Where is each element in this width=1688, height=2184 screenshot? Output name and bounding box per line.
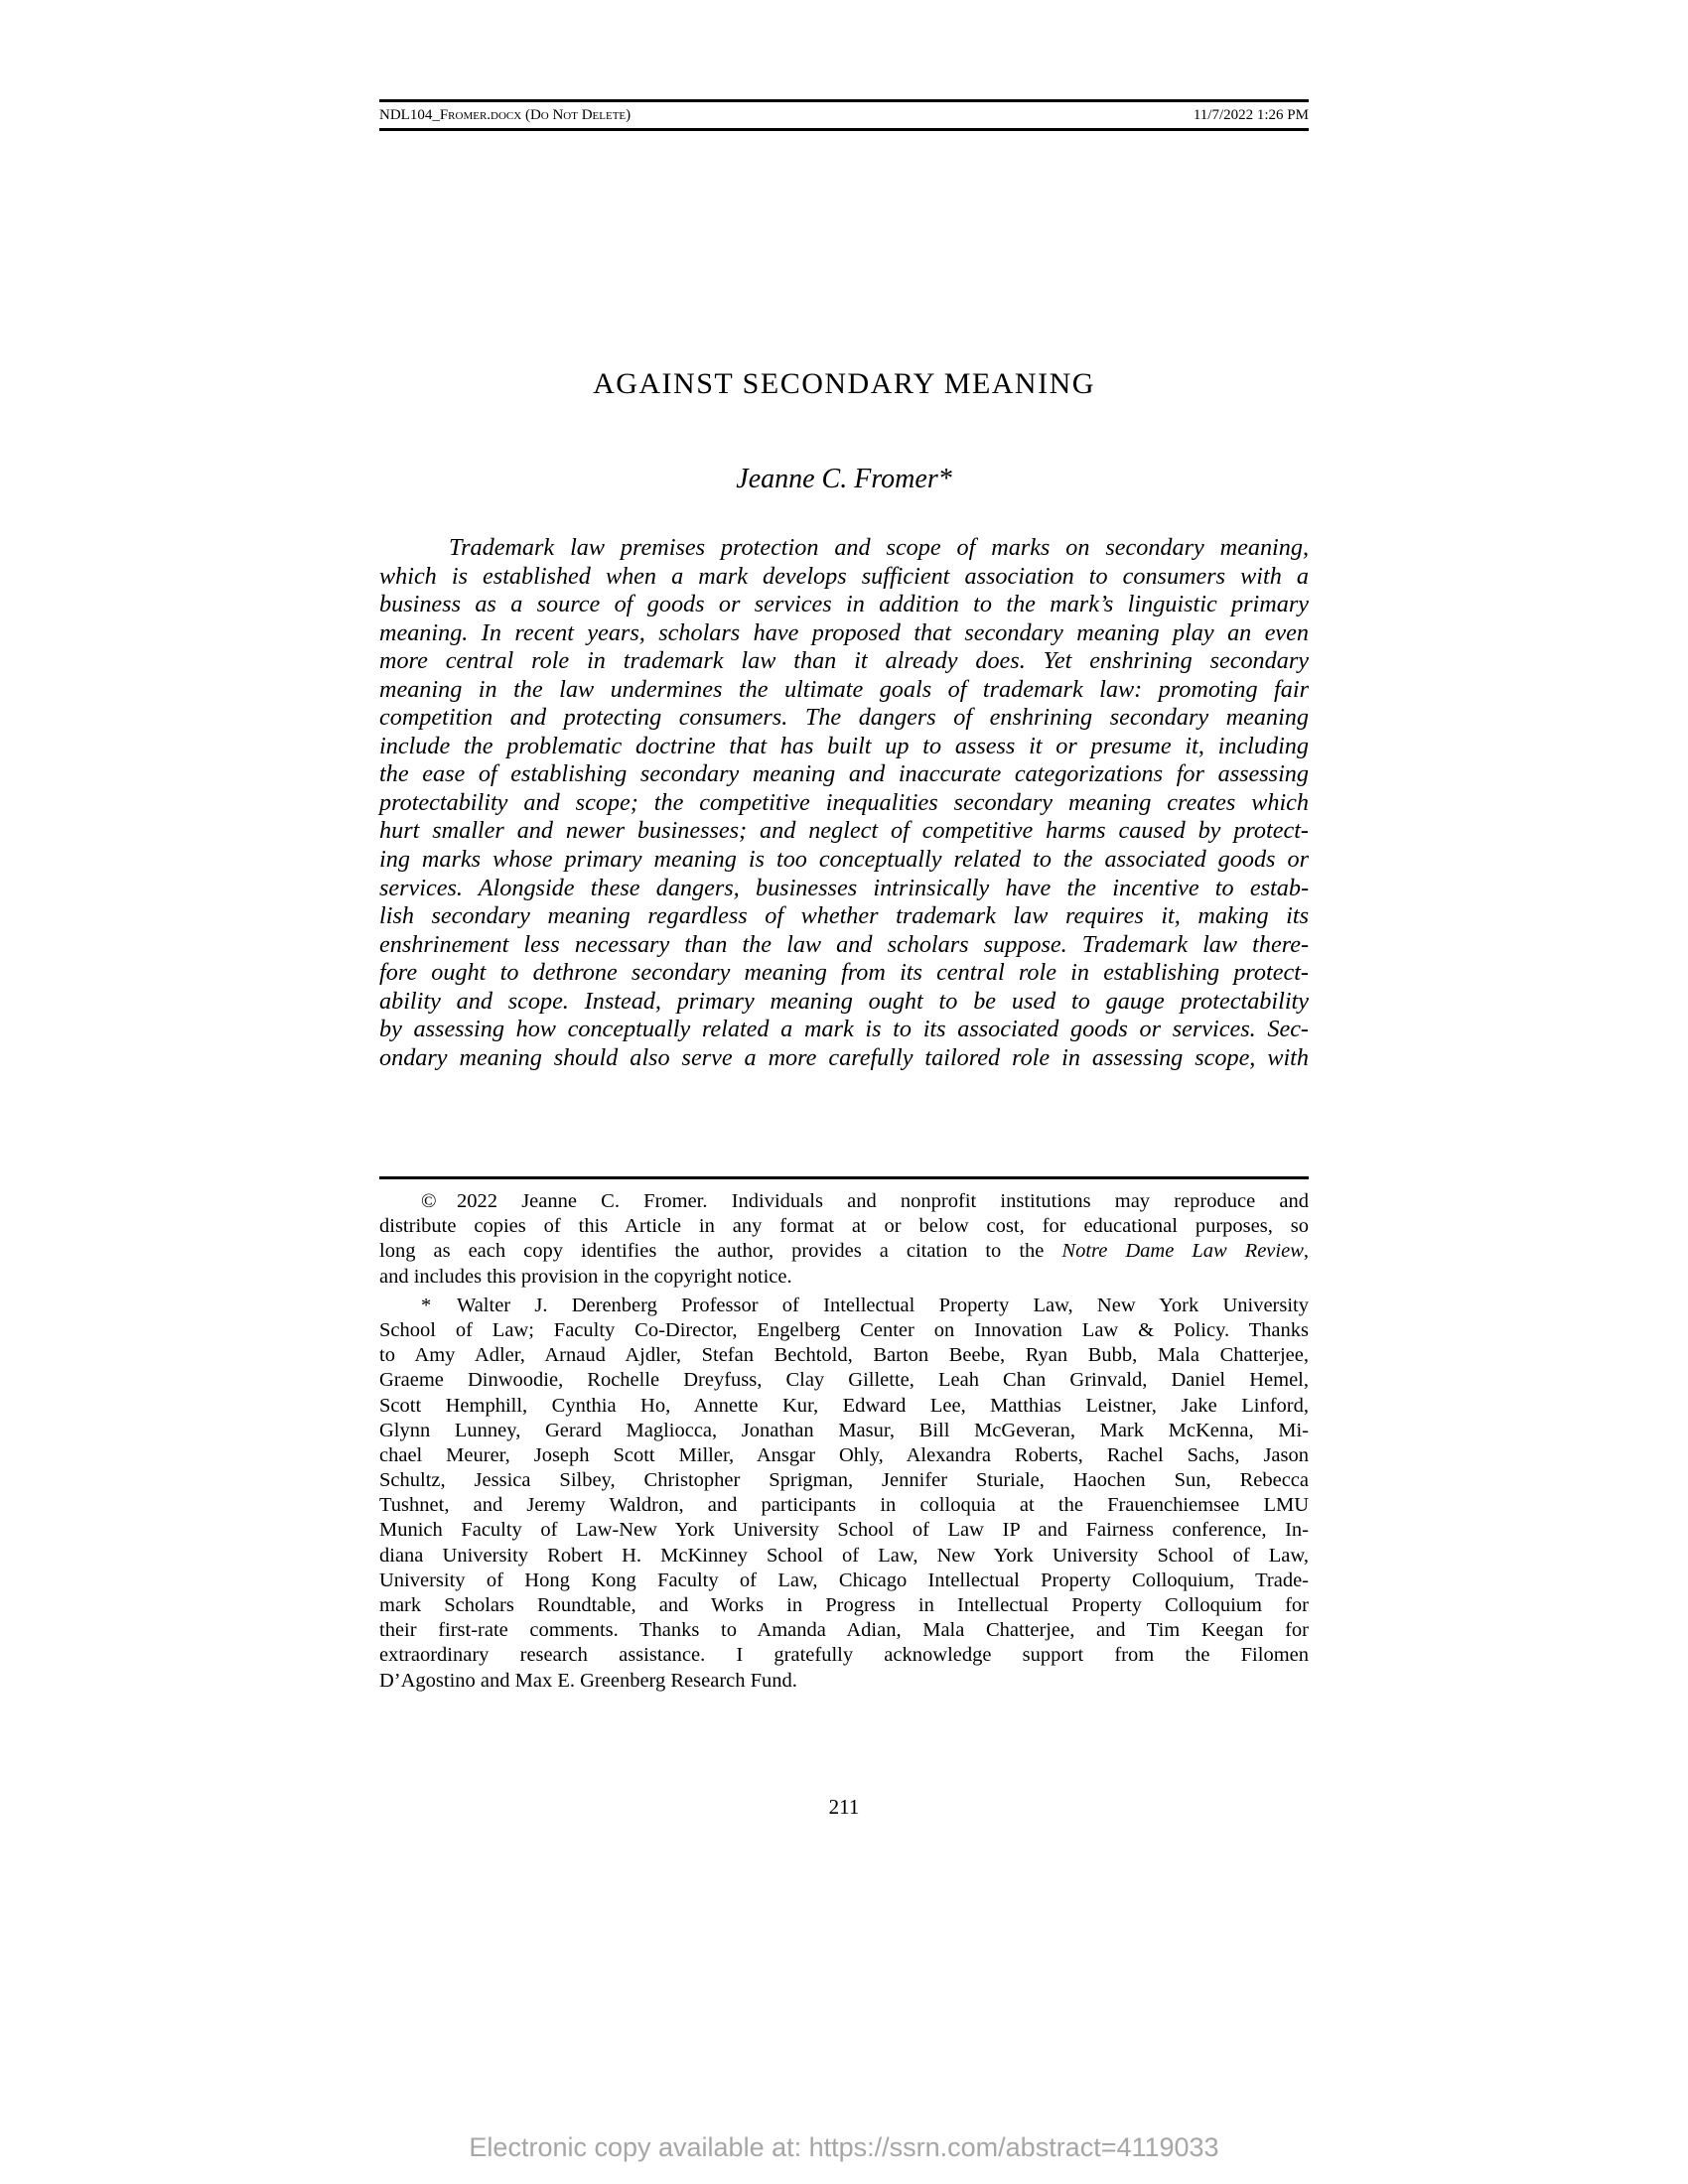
abstract-line: ability and scope. Instead, primary meaning ought to be used to gauge protectability	[379, 987, 1309, 1015]
footnote-text: long as each copy identifies the author, provides a citation to the	[379, 1240, 1062, 1263]
abstract-line: competition and protecting consumers. The dangers of enshrining secondary meaning	[379, 704, 1309, 732]
footnote-line: D’Agostino and Max E. Greenberg Research Fund.	[379, 1669, 797, 1692]
abstract-line: by assessing how conceptually related a mark is to its associated goods or services. Sec-	[379, 1016, 1309, 1043]
asterisk-marker: *	[421, 1294, 432, 1316]
ssrn-link[interactable]: Electronic copy available at: https://ssrn.com/abstract=4119033	[469, 2132, 1219, 2162]
abstract-line: Trademark law premises protection and scope of marks on secondary meaning,	[449, 534, 1309, 561]
file-label: NDL104_Fromer.docx (Do Not Delete)	[379, 106, 632, 123]
timestamp: 11/7/2022 1:26 PM	[1193, 106, 1309, 123]
abstract-line: hurt smaller and newer businesses; and neglect of competitive harms caused by protect-	[379, 817, 1309, 845]
footnote-line	[379, 1294, 1309, 1318]
footnote-line: and includes this provision in the copyright notice.	[379, 1265, 792, 1288]
footnote-line: diana University Robert H. McKinney School of Law, New York University School of Law,	[379, 1544, 1309, 1567]
abstract-line: protectability and scope; the competitive inequalities secondary meaning creates which	[379, 788, 1309, 816]
footnote-line: Scott Hemphill, Cynthia Ho, Annette Kur, Edward Lee, Matthias Leistner, Jake Linford,	[379, 1394, 1309, 1417]
footnote-line: Tushnet, and Jeremy Waldron, and participants in colloquia at the Frauenchiemsee LMU	[379, 1494, 1309, 1517]
footnote-line: School of Law; Faculty Co-Director, Engelberg Center on Innovation Law & Policy. Thanks	[379, 1318, 1309, 1341]
author-footnote	[379, 1294, 1309, 1694]
abstract-line: the ease of establishing secondary meaning and inaccurate categorizations for assessing	[379, 760, 1309, 788]
footnote-line: chael Meurer, Joseph Scott Miller, Ansgar Ohly, Alexandra Roberts, Rachel Sachs, Jason	[379, 1443, 1309, 1466]
abstract-line: enshrinement less necessary than the law and scholars suppose. Trademark law there-	[379, 930, 1309, 958]
footnote-line: to Amy Adler, Arnaud Ajdler, Stefan Bechtold, Barton Beebe, Ryan Bubb, Mala Chatterjee,	[379, 1344, 1309, 1367]
page-number: 211	[828, 1795, 860, 1819]
footnote-line: their first-rate comments. Thanks to Amanda Adian, Mala Chatterjee, and Tim Keegan for	[379, 1619, 1309, 1642]
abstract-line: services. Alongside these dangers, businesses intrinsically have the incentive to estab-	[379, 874, 1309, 901]
footnote-line	[379, 1189, 1309, 1214]
abstract-line: meaning. In recent years, scholars have proposed that secondary meaning play an even	[379, 618, 1309, 646]
abstract-line: ing marks whose primary meaning is too conceptually related to the associated goods or	[379, 846, 1309, 874]
footnote-line: mark Scholars Roundtable, and Works in Progress in Intellectual Property Colloquium for	[379, 1594, 1309, 1616]
abstract-line: include the problematic doctrine that has built up to assess it or presume it, including	[379, 732, 1309, 759]
article-author: Jeanne C. Fromer*	[736, 464, 952, 494]
abstract-line: fore ought to dethrone secondary meaning from its central role in establishing protect-	[379, 959, 1309, 987]
copyright-icon: ©	[421, 1190, 437, 1212]
abstract-line: business as a source of goods or services in addition to the mark’s linguistic primary	[379, 591, 1309, 618]
footnote-text: ,	[1303, 1240, 1309, 1263]
footnote-line: Graeme Dinwoodie, Rochelle Dreyfuss, Clay Gillette, Leah Chan Grinvald, Daniel Hemel,	[379, 1369, 1309, 1392]
footnote-line	[379, 1239, 1309, 1264]
footnote-line: Glynn Lunney, Gerard Magliocca, Jonathan Masur, Bill McGeveran, Mark McKenna, Mi-	[379, 1419, 1309, 1441]
footnote-line: Munich Faculty of Law-New York University School of Law IP and Fairness conference, In-	[379, 1519, 1309, 1542]
document-page	[379, 0, 1309, 2184]
journal-name: Notre Dame Law Review	[1061, 1240, 1304, 1263]
ssrn-footer	[0, 2132, 1688, 2163]
running-header	[379, 99, 1309, 131]
article-title: AGAINST SECONDARY MEANING	[593, 367, 1095, 400]
footnote-line: extraordinary research assistance. I gratefully acknowledge support from the Filomen	[379, 1644, 1309, 1667]
abstract	[379, 534, 1309, 1072]
copyright-footnote	[379, 1189, 1309, 1290]
abstract-line: ondary meaning should also serve a more carefully tailored role in assessing scope, with	[379, 1043, 1309, 1071]
abstract-line: which is established when a mark develops sufficient association to consumers with a	[379, 562, 1309, 590]
footnote-text: Walter J. Derenberg Professor of Intellectual Property Law, New York University	[457, 1294, 1309, 1316]
footnote-line: Schultz, Jessica Silbey, Christopher Sprigman, Jennifer Sturiale, Haochen Sun, Rebecca	[379, 1469, 1309, 1492]
footnote-line: distribute copies of this Article in any format at or below cost, for educational purposes, so	[379, 1215, 1309, 1238]
abstract-line: meaning in the law undermines the ultimate goals of trademark law: promoting fair	[379, 675, 1309, 703]
abstract-line: lish secondary meaning regardless of whether trademark law requires it, making its	[379, 902, 1309, 930]
abstract-line: more central role in trademark law than it already does. Yet enshrining secondary	[379, 647, 1309, 675]
footnote-text: 2022 Jeanne C. Fromer. Individuals and nonprofit institutions may reproduce and	[457, 1190, 1309, 1212]
footnote-separator	[379, 1176, 1309, 1179]
footnote-line: University of Hong Kong Faculty of Law, Chicago Intellectual Property Colloquium, Trade-	[379, 1569, 1309, 1591]
footnotes	[379, 1189, 1309, 1698]
